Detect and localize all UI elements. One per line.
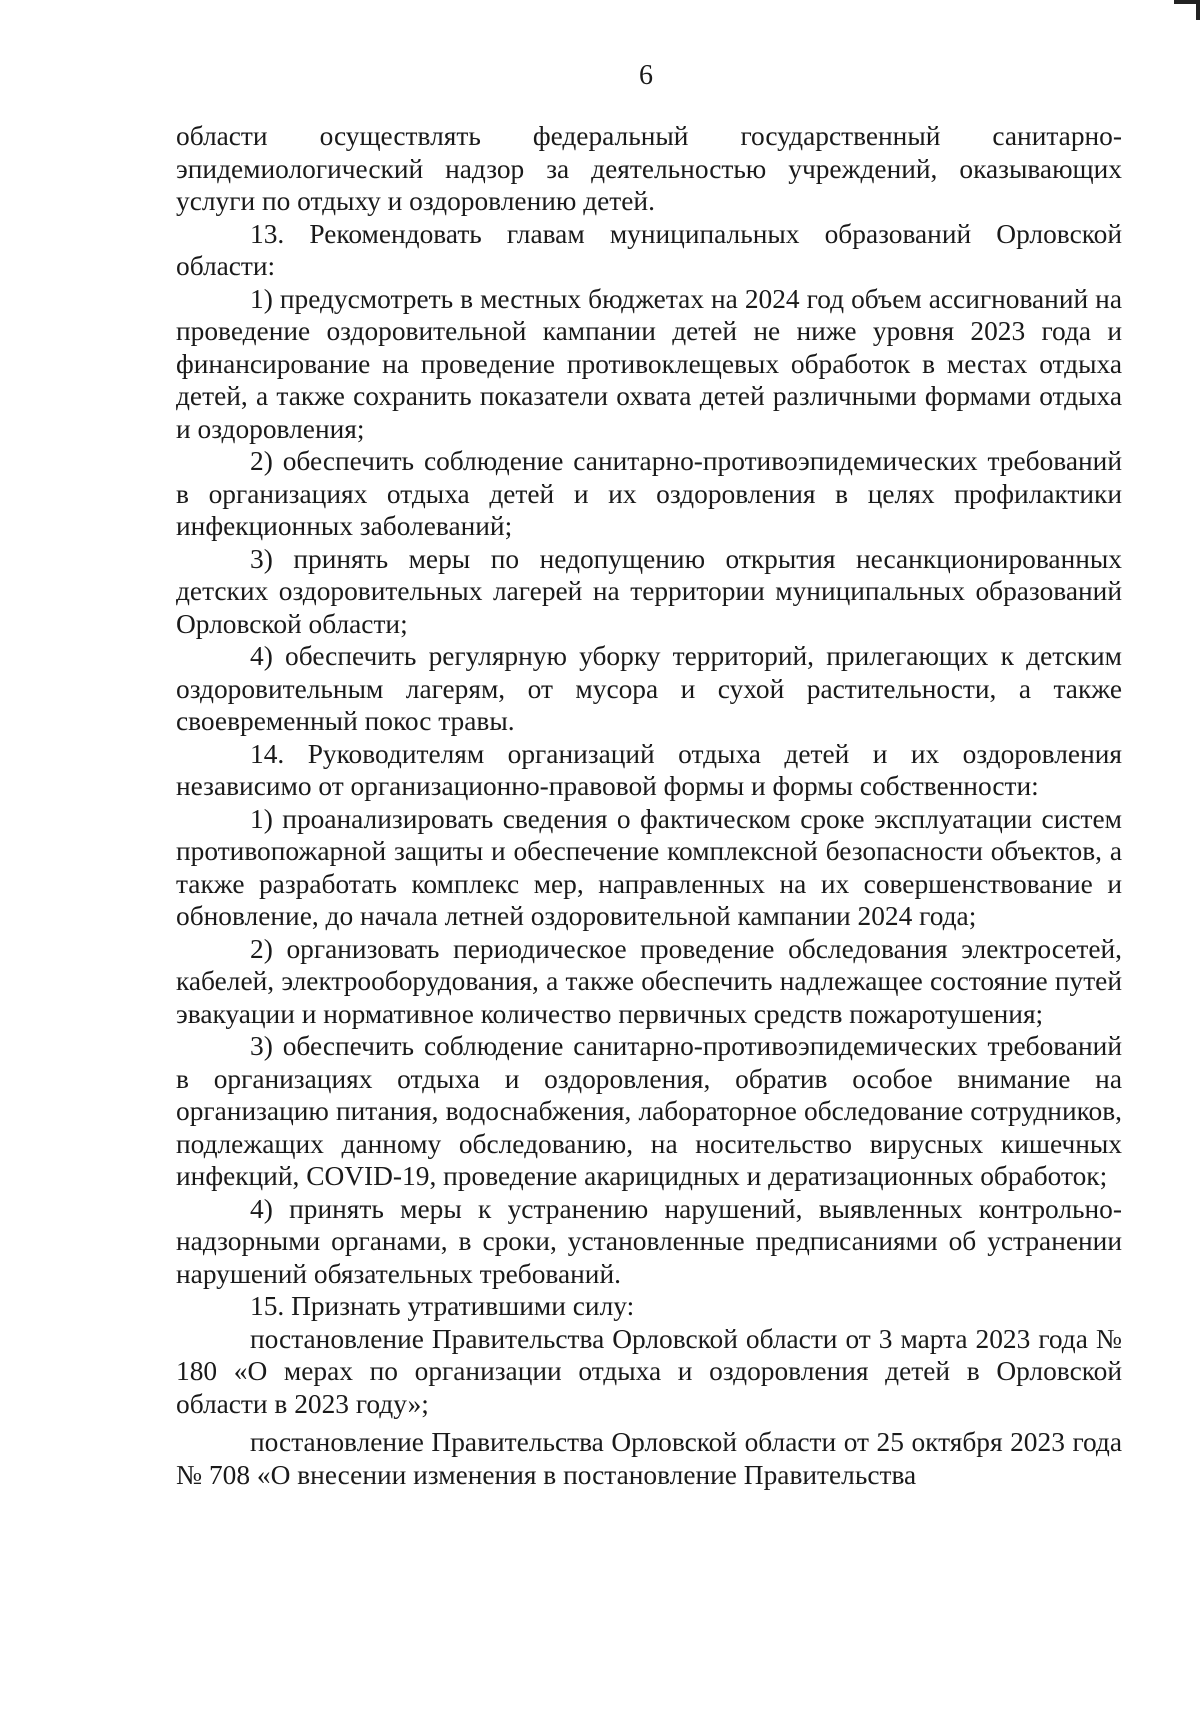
paragraph-item-14-1: 1) проанализировать сведения о фактическом сроке эксплуатации систем противопожарной защиты и обеспечение комплексной безопасности объектов, а также разработать комплекс мер, направленных на их совершенствование и обновление, до начала летней оздоровительной кампании 2024 года;: [176, 803, 1122, 931]
paragraph-item-14: 14. Руководителям организаций отдыха детей и их оздоровления независимо от организационно-правовой формы и формы собственности:: [176, 738, 1122, 801]
paragraph-continuation: области осуществлять федеральный государственный санитарно-эпидемиологический надзор за деятельностью учреждений, оказывающих услуги по отдыху и оздоровлению детей.: [176, 121, 1122, 216]
paragraph-item-13: 13. Рекомендовать главам муниципальных образований Орловской области:: [176, 218, 1122, 281]
paragraph-item-14-2: 2) организовать периодическое проведение обследования электросетей, кабелей, электрооборудования, а также обеспечить надлежащее состояние путей эвакуации и нормативное количество первичных средств пожаротушения;: [176, 933, 1122, 1029]
document-body: [176, 120, 1122, 1491]
paragraph-item-15-decree-708: постановление Правительства Орловской области от 25 октября 2023 года № 708 «О внесении изменения в постановление Правительства: [176, 1427, 1122, 1490]
paragraph-item-13-4: 4) обеспечить регулярную уборку территорий, прилегающих к детским оздоровительным лагерям, от мусора и сухой растительности, а также своевременный покос травы.: [176, 641, 1122, 736]
paragraph-item-15: 15. Признать утратившими силу:: [250, 1291, 635, 1321]
paragraph-item-13-1: 1) предусмотреть в местных бюджетах на 2024 год объем ассигнований на проведение оздоровительной кампании детей не ниже уровня 2023 года и финансирование на проведение противоклещевых обработок в местах отдыха детей, а также сохранить показатели охвата детей различными формами отдыха и оздоровления;: [176, 283, 1122, 444]
paragraph-item-14-4: 4) принять меры к устранению нарушений, выявленных контрольно-надзорными органами, в сроки, установленные предписаниями об устранении нарушений обязательных требований.: [176, 1193, 1122, 1289]
scan-corner-mark: [1174, 0, 1200, 20]
paragraph-item-15-decree-180: постановление Правительства Орловской области от 3 марта 2023 года № 180 «О мерах по организации отдыха и оздоровления детей в Орловской области в 2023 году»;: [176, 1323, 1122, 1419]
page-number: 6: [639, 60, 653, 91]
paragraph-item-14-3: 3) обеспечить соблюдение санитарно-противоэпидемических требований в организациях отдыха и оздоровления, обратив особое внимание на организацию питания, водоснабжения, лабораторное обследование сотрудников, подлежащих данному обследованию, на носительство вирусных кишечных инфекций, COVID-19, проведение акарицидных и дератизационных обработок;: [176, 1031, 1122, 1191]
paragraph-item-13-2: 2) обеспечить соблюдение санитарно-противоэпидемических требований в организациях отдыха детей и их оздоровления в целях профилактики инфекционных заболеваний;: [176, 446, 1122, 541]
paragraph-item-13-3: 3) принять меры по недопущению открытия несанкционированных детских оздоровительных лагерей на территории муниципальных образований Орловской области;: [176, 543, 1122, 639]
